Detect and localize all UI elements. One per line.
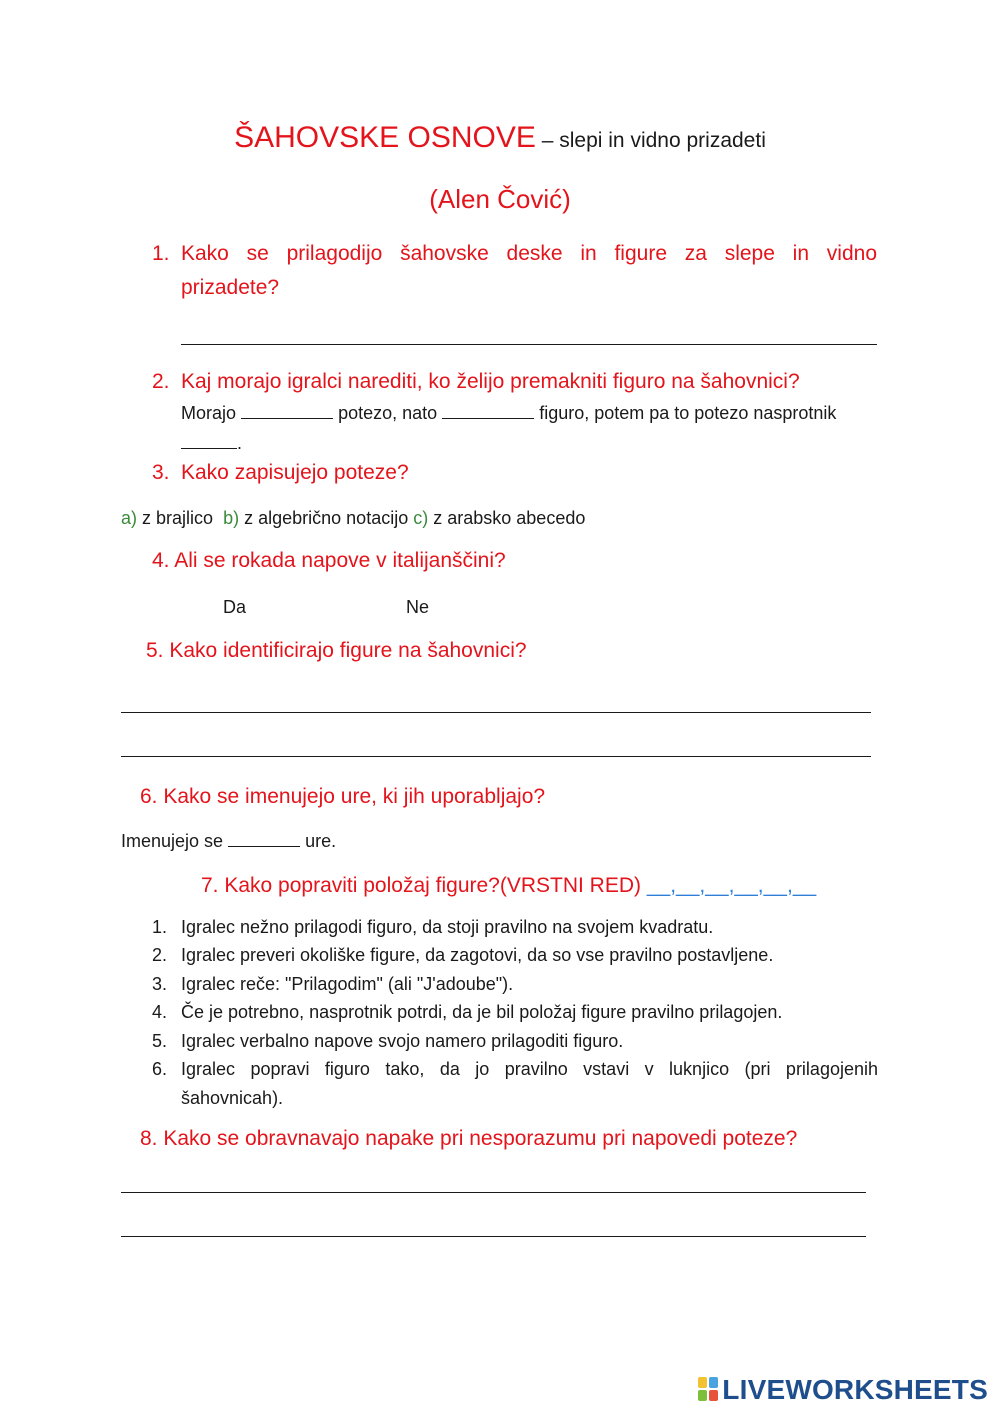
option-c-text: z arabsko abecedo bbox=[433, 508, 586, 528]
list-item-number: 5. bbox=[152, 1031, 168, 1051]
question-7 bbox=[201, 874, 816, 898]
question-2-text: Kaj morajo igralci narediti, ko želijo premakniti figuro na šahovnici? bbox=[181, 370, 800, 393]
logo-icon bbox=[698, 1377, 720, 1403]
list-item-text: šahovnicah). bbox=[181, 1088, 284, 1108]
option-b-label: b) bbox=[223, 508, 240, 528]
question-2-fill-end bbox=[181, 433, 242, 454]
question-3-options bbox=[121, 508, 585, 529]
answer-line-q8-1[interactable] bbox=[121, 1192, 866, 1193]
list-item-number: 1. bbox=[152, 917, 168, 937]
q2-fill-a: Morajo bbox=[181, 403, 237, 423]
q2-fill-c: figuro, potem pa to potezo nasprotnik bbox=[539, 403, 837, 423]
list-item-number: 2. bbox=[152, 945, 168, 965]
q2-blank-3[interactable] bbox=[181, 434, 237, 449]
question-3-text: Kako zapisujejo poteze? bbox=[181, 461, 409, 484]
list-item-text: Igralec popravi figuro tako, da jo pravilno vstavi v luknjico (pri prilagojenih bbox=[181, 1059, 878, 1079]
q6-fill-b: ure. bbox=[305, 831, 337, 851]
option-b-text: z algebrično notacijo bbox=[244, 508, 409, 528]
answer-line-q5-2[interactable] bbox=[121, 756, 871, 757]
list-item-text: Igralec reče: "Prilagodim" (ali "J'adoube"). bbox=[181, 974, 514, 994]
worksheet-title-line bbox=[0, 121, 1000, 155]
author-name: (Alen Čović) bbox=[429, 184, 571, 214]
liveworksheets-logo bbox=[698, 1374, 988, 1406]
option-a[interactable] bbox=[121, 508, 213, 528]
list-item-text: Igralec verbalno napove svojo namero prilagoditi figuro. bbox=[181, 1031, 624, 1051]
q6-blank[interactable] bbox=[228, 832, 300, 847]
list-item-number: 4. bbox=[152, 1002, 168, 1022]
question-2-number: 2. bbox=[152, 370, 170, 393]
answer-line-q5-1[interactable] bbox=[121, 712, 871, 713]
answer-line-q8-2[interactable] bbox=[121, 1236, 866, 1237]
worksheet-title: ŠAHOVSKE OSNOVE bbox=[234, 121, 536, 154]
order-slots[interactable]: __,__,__,__,__,__ bbox=[646, 874, 817, 897]
question-1-line-2: prizadete? bbox=[181, 276, 280, 299]
list-item-text: Igralec preveri okoliške figure, da zagotovi, da so vse pravilno postavljene. bbox=[181, 945, 774, 965]
question-6-fill-sentence bbox=[121, 831, 336, 852]
q2-blank-1[interactable] bbox=[241, 404, 333, 419]
question-4: 4. Ali se rokada napove v italijanščini? bbox=[152, 549, 506, 572]
list-item-text: Igralec nežno prilagodi figuro, da stoji pravilno na svojem kvadratu. bbox=[181, 917, 714, 937]
worksheet-subtitle: – slepi in vidno prizadeti bbox=[535, 129, 766, 152]
q2-fill-b: potezo, nato bbox=[338, 403, 438, 423]
q2-blank-2[interactable] bbox=[442, 404, 534, 419]
answer-yes[interactable]: Da bbox=[223, 597, 247, 617]
question-3-number: 3. bbox=[152, 461, 170, 484]
question-2-fill-sentence bbox=[181, 403, 836, 424]
logo-text: LIVEWORKSHEETS bbox=[722, 1374, 988, 1405]
list-item-text: Če je potrebno, nasprotnik potrdi, da je bil položaj figure pravilno prilagojen. bbox=[181, 1002, 783, 1022]
q6-fill-a: Imenujejo se bbox=[121, 831, 224, 851]
question-1-number: 1. bbox=[152, 242, 170, 265]
answer-no[interactable]: Ne bbox=[406, 597, 430, 617]
q2-fill-end: . bbox=[237, 433, 243, 453]
question-8: 8. Kako se obravnavajo napake pri nesporazumu pri napovedi poteze? bbox=[140, 1127, 798, 1150]
option-c[interactable] bbox=[413, 508, 585, 528]
question-7-text: 7. Kako popraviti položaj figure?(VRSTNI RED) bbox=[201, 874, 642, 897]
option-a-label: a) bbox=[121, 508, 138, 528]
answer-line-q1[interactable] bbox=[181, 344, 877, 345]
question-5: 5. Kako identificirajo figure na šahovnici? bbox=[146, 639, 527, 662]
option-c-label: c) bbox=[413, 508, 429, 528]
question-1 bbox=[0, 240, 1000, 304]
list-item-number: 6. bbox=[152, 1059, 168, 1079]
option-a-text: z brajlico bbox=[142, 508, 214, 528]
question-1-line-1: Kako se prilagodijo šahovske deske in figure za slepe in vidno bbox=[181, 242, 877, 265]
option-b[interactable] bbox=[223, 508, 408, 528]
list-item-number: 3. bbox=[152, 974, 168, 994]
question-6: 6. Kako se imenujejo ure, ki jih uporabljajo? bbox=[140, 785, 546, 808]
